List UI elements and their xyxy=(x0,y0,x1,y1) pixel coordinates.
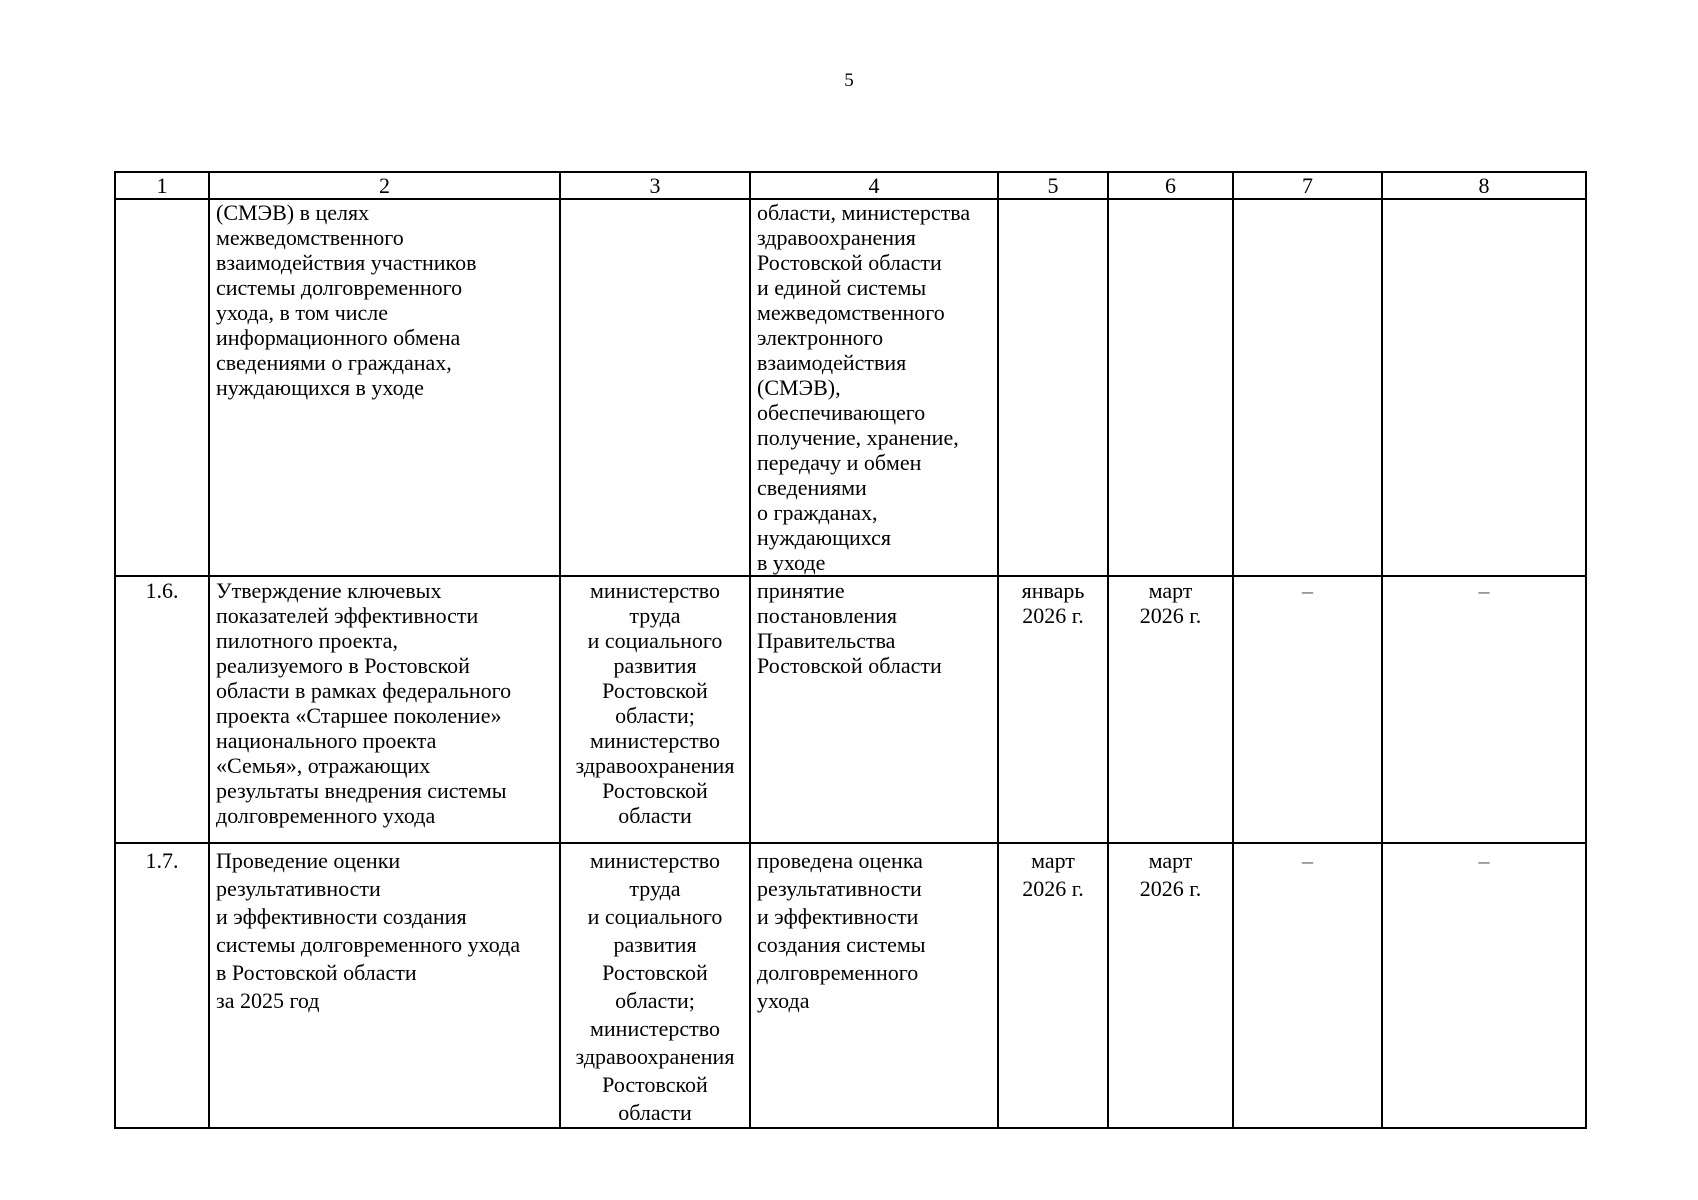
page-number: 5 xyxy=(844,70,854,91)
table-row xyxy=(115,576,1586,843)
end-date-cell: март 2026 г. xyxy=(1108,576,1233,843)
responsible-cell xyxy=(560,199,750,576)
event-cell: Проведение оценки результативности и эффективности создания системы долговременного ухода в Ростовской области за 2025 год xyxy=(209,843,560,1128)
header-col-1: 1 xyxy=(115,172,209,199)
row-number xyxy=(115,199,209,576)
event-cell: (СМЭВ) в целях межведомственного взаимодействия участников системы долговременного ухода, в том числе информационного обмена сведениями о гражданах, нуждающихся в уходе xyxy=(209,199,560,576)
row-number: 1.6. xyxy=(115,576,209,843)
responsible-cell: министерство труда и социального развития Ростовской области; министерство здравоохранения Ростовской области xyxy=(560,576,750,843)
col8-cell: – xyxy=(1382,843,1586,1128)
col8-cell xyxy=(1382,199,1586,576)
header-col-8: 8 xyxy=(1382,172,1586,199)
row-number: 1.7. xyxy=(115,843,209,1128)
event-cell: Утверждение ключевых показателей эффективности пилотного проекта, реализуемого в Ростовской области в рамках федерального проекта «Старшее поколение» национального проекта «Семья», отражающих результаты внедрения системы долговременного ухода xyxy=(209,576,560,843)
header-col-4: 4 xyxy=(750,172,998,199)
table-row xyxy=(115,843,1586,1128)
end-date-cell: март 2026 г. xyxy=(1108,843,1233,1128)
header-col-2: 2 xyxy=(209,172,560,199)
result-cell: принятие постановления Правительства Ростовской области xyxy=(750,576,998,843)
header-row xyxy=(115,172,1586,199)
result-cell: проведена оценка результативности и эффективности создания системы долговременного ухода xyxy=(750,843,998,1128)
header-col-3: 3 xyxy=(560,172,750,199)
responsible-cell: министерство труда и социального развития Ростовской области; министерство здравоохранения Ростовской области xyxy=(560,843,750,1128)
start-date-cell xyxy=(998,199,1108,576)
result-cell: области, министерства здравоохранения Ростовской области и единой системы межведомственного электронного взаимодействия (СМЭВ), обеспечивающего получение, хранение, передачу и обмен сведениями о гражданах, нуждающихся в уходе xyxy=(750,199,998,576)
start-date-cell: январь 2026 г. xyxy=(998,576,1108,843)
col7-cell xyxy=(1233,199,1382,576)
header-col-7: 7 xyxy=(1233,172,1382,199)
col7-cell: – xyxy=(1233,576,1382,843)
table-row xyxy=(115,199,1586,576)
start-date-cell: март 2026 г. xyxy=(998,843,1108,1128)
header-col-6: 6 xyxy=(1108,172,1233,199)
col7-cell: – xyxy=(1233,843,1382,1128)
end-date-cell xyxy=(1108,199,1233,576)
plan-table xyxy=(114,171,1587,1129)
header-col-5: 5 xyxy=(998,172,1108,199)
col8-cell: – xyxy=(1382,576,1586,843)
